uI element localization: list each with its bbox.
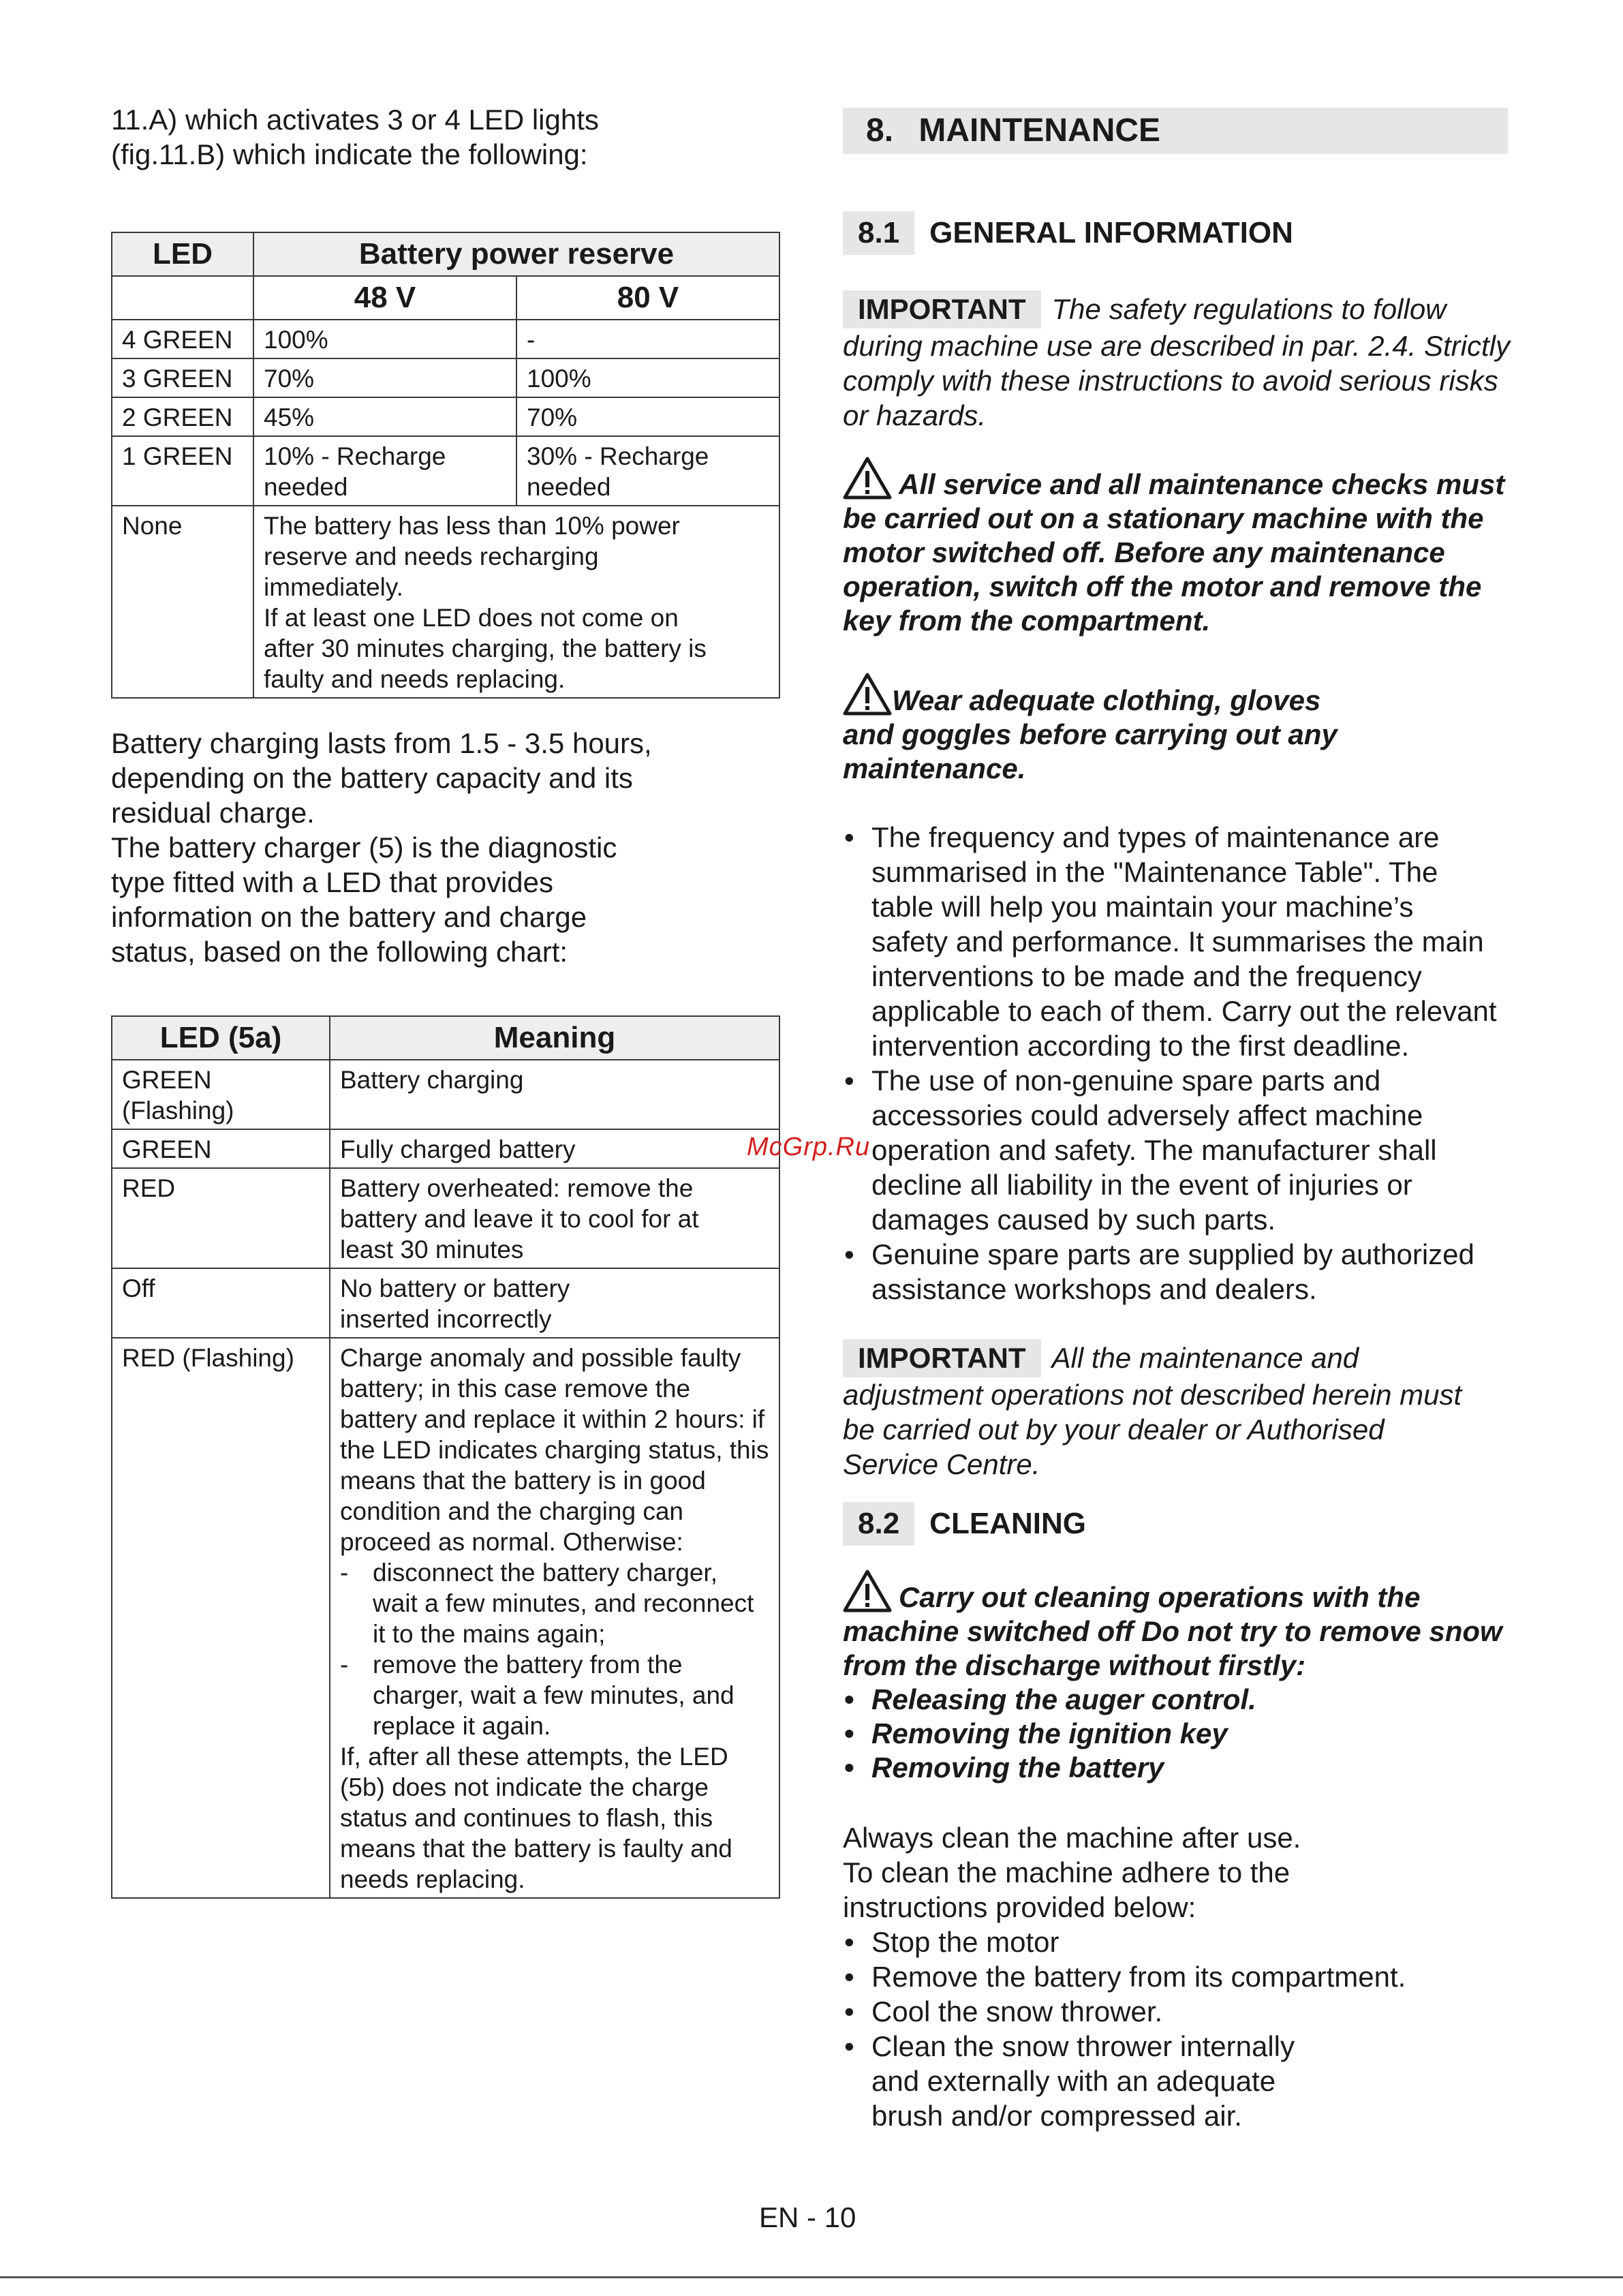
battery-reserve-table [111, 232, 780, 699]
table-row [112, 397, 779, 436]
cell-led: 4 GREEN [112, 320, 253, 358]
section-number: 8. [866, 112, 894, 149]
important-text: The safety regulations to follow during machine use are described in par. 2.4. Strictly comply with these instructions to avoid serious risks or hazards. [843, 293, 1510, 431]
charging-paragraph [111, 726, 779, 969]
important-text: All the maintenance and adjustment operations not described herein must be carried out by your dealer or Authorised Service Centre. [843, 1342, 1462, 1480]
cell-led: RED (Flashing) [112, 1338, 330, 1898]
table-row [112, 1168, 779, 1268]
warning-triangle-icon [843, 672, 892, 716]
warning-text: All service and all maintenance checks must be carried out on a stationary machine with the motor switched off. Before any maintenance operation, switch off the motor and remove the key from the compartment. [843, 468, 1505, 637]
cell-80v: 30% - Recharge needed [516, 436, 779, 506]
charger-text: The battery charger (5) is the diagnostic type fitted with a LED that provides information on the battery and charge status, based on the following chart: [111, 831, 617, 968]
cleaning-warning-list [843, 1683, 1524, 1785]
cell-meaning: Fully charged battery [330, 1129, 779, 1168]
table-row [112, 320, 779, 358]
right-column [843, 108, 1524, 2133]
watermark: McGrp.Ru [747, 1133, 871, 1161]
subsection-number: 8.2 [843, 1502, 914, 1546]
meaning-outro: If, after all these attempts, the LED (5b) does not indicate the charge status and continues to flash, this means that the battery is faulty and needs replacing. [340, 1743, 732, 1893]
list-item: • The frequency and types of maintenance are summarised in the "Maintenance Table". The table will help you maintain your machine’s safety and performance. It summarises the main interventions to be made and the frequency applicable to each of them. Carry out the relevant intervention according to the first deadline. [843, 820, 1497, 1063]
cell-48v: 45% [253, 397, 516, 436]
th-48v: 48 V [253, 276, 516, 320]
table-row [112, 1129, 779, 1168]
cell-80v: - [516, 320, 779, 358]
charger-led-table [111, 1015, 780, 1899]
list-item: • Remove the battery from its compartment. [843, 1959, 1483, 1994]
dash-text: remove the battery from the charger, wait a few minutes, and replace it again. [373, 1651, 735, 1740]
list-item: • Cool the snow thrower. [843, 1994, 1483, 2029]
cell-meaning: No battery or battery inserted incorrectly [330, 1268, 779, 1338]
warning-3 [843, 1569, 1524, 1683]
list-item: • Stop the motor [843, 1925, 1483, 1959]
th-battery-reserve: Battery power reserve [253, 232, 779, 276]
th-meaning: Meaning [330, 1016, 779, 1060]
important-note-2 [843, 1339, 1524, 1482]
cleaning-intro-line-1: Always clean the machine after use. [843, 1822, 1301, 1854]
intro-line-1: 11.A) which activates 3 or 4 LED lights [111, 104, 599, 136]
cell-led: None [112, 506, 253, 698]
page-number: EN - 10 [759, 2201, 856, 2233]
list-item: • The use of non-genuine spare parts and accessories could adversely affect machine operation and safety. The manufacturer shall decline all liability in the event of injuries or damages caused by such parts. [843, 1063, 1497, 1237]
maintenance-bullets [843, 820, 1524, 1306]
important-badge: IMPORTANT [843, 1339, 1041, 1377]
cleaning-intro [843, 1820, 1524, 1925]
intro-text [111, 102, 779, 172]
subsection-title: GENERAL INFORMATION [929, 216, 1293, 249]
warning-triangle-icon [843, 456, 892, 500]
warning-1 [843, 456, 1524, 638]
table-row [112, 506, 779, 698]
dash-text: disconnect the battery charger, wait a few minutes, and reconnect it to the mains again; [373, 1559, 754, 1648]
cell-48v: 70% [253, 358, 516, 397]
subsection-number: 8.1 [843, 211, 914, 255]
list-item: • Removing the battery [843, 1751, 1524, 1785]
cell-48v: 10% - Recharge needed [253, 436, 516, 506]
warning-text: Wear adequate clothing, gloves and goggles before carrying out any maintenance. [843, 684, 1338, 784]
meaning-intro: Charge anomaly and possible faulty battery; in this case remove the battery and replace it within 2 hours: if the LED indicates charging status, this means that the battery is in good condition and the charging can proceed as normal. Otherwise: [340, 1344, 769, 1556]
cell-led: RED [112, 1168, 330, 1268]
cleaning-intro-line-2: To clean the machine adhere to the instructions provided below: [843, 1856, 1290, 1923]
dash-item [340, 1557, 769, 1649]
subsection-heading-8-2 [843, 1502, 1524, 1546]
dash-mark: - [340, 1559, 349, 1587]
table-row [112, 358, 779, 397]
cell-led: 3 GREEN [112, 358, 253, 397]
warning-2 [843, 672, 1524, 786]
list-item: • Removing the ignition key [843, 1717, 1524, 1751]
section-heading [843, 108, 1508, 154]
important-note-1 [843, 290, 1524, 433]
list-item: • Releasing the auger control. [843, 1683, 1524, 1717]
list-item: • Genuine spare parts are supplied by authorized assistance workshops and dealers. [843, 1237, 1497, 1306]
table-row [112, 1338, 779, 1898]
subsection-title: CLEANING [929, 1507, 1086, 1540]
cell-48v: 100% [253, 320, 516, 358]
cell-meaning [330, 1338, 779, 1898]
warning-triangle-icon [843, 1569, 892, 1612]
cell-80v: 70% [516, 397, 779, 436]
warning-text: Carry out cleaning operations with the machine switched off Do not try to remove snow from the discharge without firstly: [843, 1581, 1502, 1681]
cell-80v: 100% [516, 358, 779, 397]
dash-mark: - [340, 1651, 349, 1679]
table-row [112, 436, 779, 506]
dash-item [340, 1649, 769, 1741]
list-item: • Clean the snow thrower internally and externally with an adequate brush and/or compressed air. [843, 2029, 1483, 2133]
cell-led: 1 GREEN [112, 436, 253, 506]
cleaning-steps [843, 1925, 1524, 2133]
th-led: LED [112, 232, 253, 276]
bottom-divider [0, 2276, 1623, 2278]
cell-led: GREEN [112, 1129, 330, 1168]
cell-led: Off [112, 1268, 330, 1338]
table-row [112, 1268, 779, 1338]
th-80v: 80 V [516, 276, 779, 320]
th-empty [112, 276, 253, 320]
cell-led: 2 GREEN [112, 397, 253, 436]
none-text: The battery has less than 10% power reserve and needs recharging immediately. [264, 512, 680, 601]
intro-line-2: (fig.11.B) which indicate the following: [111, 138, 588, 170]
th-led-5a: LED (5a) [112, 1016, 330, 1060]
cell-meaning: Battery overheated: remove the battery and leave it to cool for at least 30 minutes [330, 1168, 779, 1268]
charging-text: Battery charging lasts from 1.5 - 3.5 hours, depending on the battery capacity and its residual charge. [111, 727, 652, 829]
subsection-heading-8-1 [843, 211, 1524, 255]
cell-led: GREEN (Flashing) [112, 1060, 330, 1129]
cell-none-description [253, 506, 779, 698]
none-text-2: If at least one LED does not come on after 30 minutes charging, the battery is faulty and needs replacing. [264, 604, 707, 693]
table-row [112, 1060, 779, 1129]
section-title: MAINTENANCE [918, 112, 1161, 149]
left-column [111, 102, 779, 1899]
important-badge: IMPORTANT [843, 290, 1041, 328]
cell-meaning: Battery charging [330, 1060, 779, 1129]
